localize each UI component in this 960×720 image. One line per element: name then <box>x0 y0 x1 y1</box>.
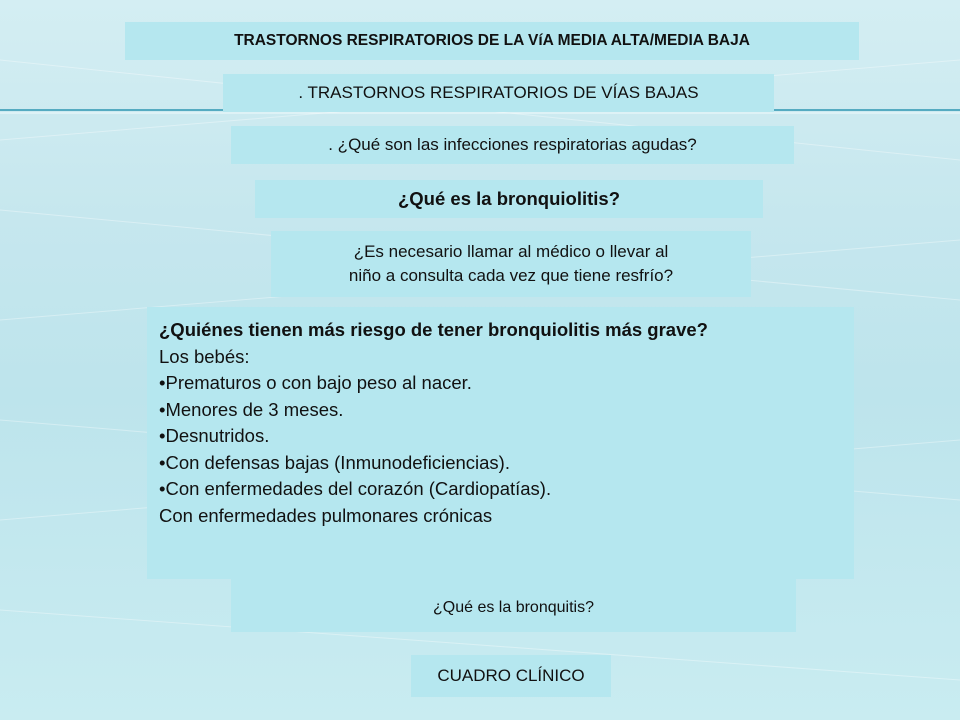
box-infecciones-agudas <box>231 126 794 164</box>
text-vias-bajas: . TRASTORNOS RESPIRATORIOS DE VÍAS BAJAS <box>298 83 699 102</box>
text-cuadro-clinico: CUADRO CLÍNICO <box>437 666 585 685</box>
text-llamar-medico-line1: ¿Es necesario llamar al médico o llevar al <box>353 242 669 261</box>
box-vias-bajas <box>223 74 774 112</box>
box-bronquitis <box>231 578 796 632</box>
riesgo-item: •Con defensas bajas (Inmunodeficiencias). <box>159 451 510 473</box>
riesgo-item: •Desnutridos. <box>159 425 270 446</box>
riesgo-item: •Con enfermedades del corazón (Cardiopatías). <box>159 478 552 499</box>
riesgo-question: ¿Quiénes tienen más riesgo de tener bronquiolitis más grave? <box>159 319 708 340</box>
riesgo-item: Con enfermedades pulmonares crónicas <box>159 504 493 526</box>
riesgo-item: •Menores de 3 meses. <box>159 398 344 420</box>
riesgo-item: •Prematuros o con bajo peso al nacer. <box>159 372 472 393</box>
text-llamar-medico-line2: niño a consulta cada vez que tiene resfrío? <box>348 266 674 285</box>
box-cuadro-clinico <box>411 655 611 697</box>
box-bronquiolitis <box>255 180 763 218</box>
text-infecciones-agudas: . ¿Qué son las infecciones respiratorias agudas? <box>328 135 697 154</box>
text-bronquitis: ¿Qué es la bronquitis? <box>433 599 594 616</box>
riesgo-intro: Los bebés: <box>159 345 250 367</box>
title-box-via-media <box>125 22 859 60</box>
box-llamar-medico <box>271 231 751 297</box>
text-bronquiolitis: ¿Qué es la bronquiolitis? <box>397 188 621 209</box>
box-riesgo-bronquiolitis <box>147 307 854 579</box>
title-via-media: TRASTORNOS RESPIRATORIOS DE LA VíA MEDIA ALTA/MEDIA BAJA <box>234 32 750 49</box>
